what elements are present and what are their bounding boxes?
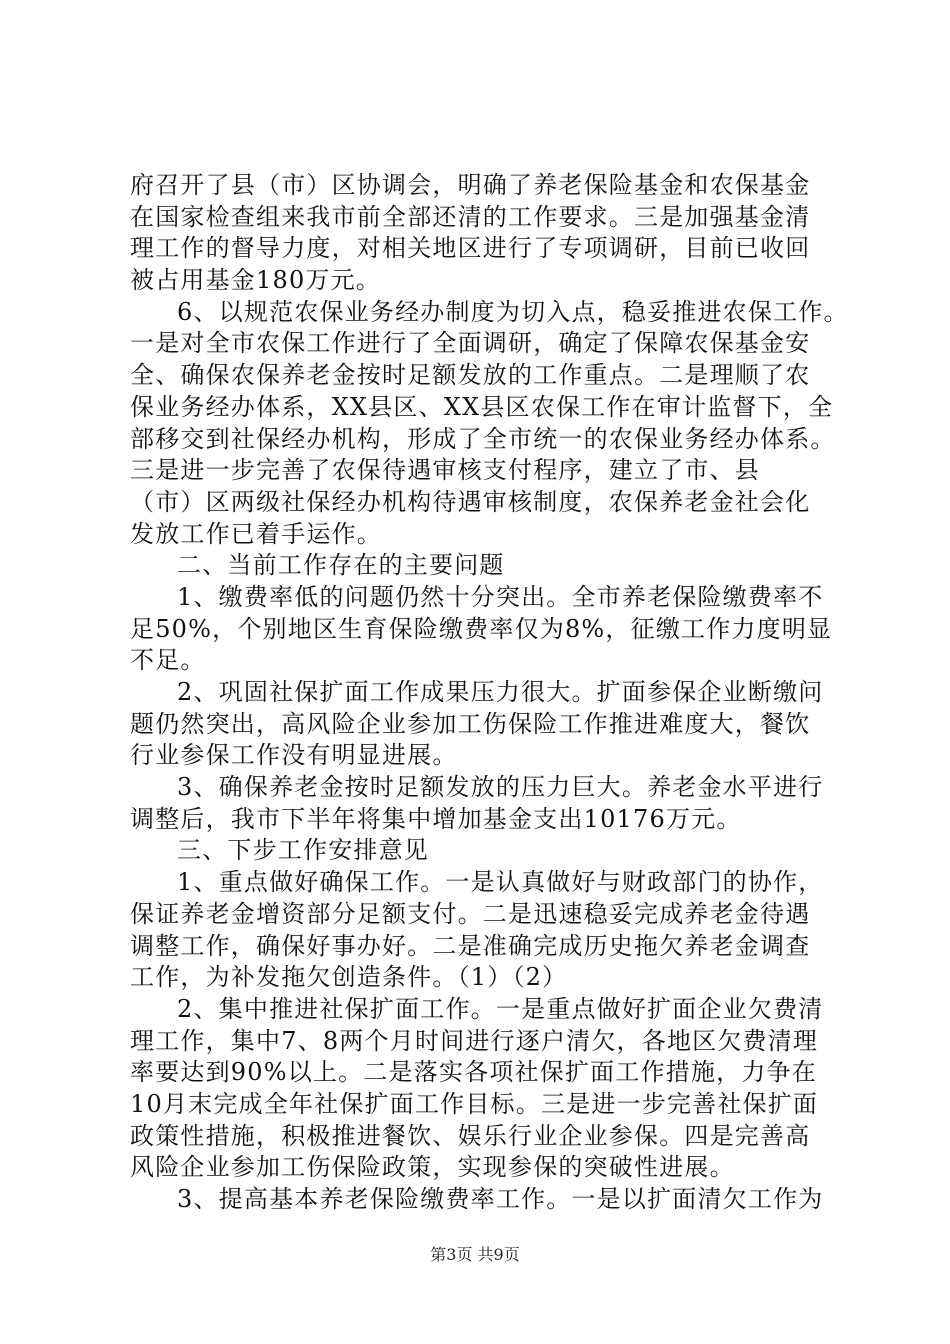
text-line: 工作，为补发拖欠创造条件。（1）（2）	[130, 963, 568, 992]
section-heading: 二、当前工作存在的主要问题	[177, 551, 505, 580]
paragraph-start-line: 3、提高基本养老保险缴费率工作。一是以扩面清欠工作为	[177, 1185, 824, 1213]
document-body	[130, 170, 849, 1216]
text-line: 行业参保工作没有明显进展。	[130, 741, 458, 770]
text-line: 被占用基金180万元。	[130, 266, 382, 295]
text-line: 调整工作，确保好事办好。二是准确完成历史拖欠养老金调查	[130, 931, 811, 960]
text-line: 不足。	[130, 646, 206, 675]
text-line: 一是对全市农保工作进行了全面调研，确定了保障农保基金安	[130, 329, 811, 358]
text-line: 政策性措施，积极推进餐饮、娱乐行业企业参保。四是完善高	[130, 1121, 811, 1150]
page-number-footer: 第3页 共9页	[430, 1245, 520, 1264]
paragraph-start-line: 3、确保养老金按时足额发放的压力巨大。养老金水平进行	[177, 773, 824, 802]
text-line: 10月末完成全年社保扩面工作目标。三是进一步完善社保扩面	[130, 1089, 819, 1118]
text-line: 发放工作已着手运作。	[130, 519, 382, 548]
text-line: 部移交到社保经办机构，形成了全市统一的农保业务经办体系。	[130, 424, 836, 453]
text-line: 全、确保农保养老金按时足额发放的工作重点。二是理顺了农	[130, 361, 811, 390]
text-line: 理工作的督导力度，对相关地区进行了专项调研，目前已收回	[130, 234, 811, 263]
text-line: 足50%，个别地区生育保险缴费率仅为8%，征缴工作力度明显	[130, 614, 833, 643]
text-line: 府召开了县（市）区协调会，明确了养老保险基金和农保基金	[130, 171, 811, 199]
paragraph-start-line: 6、以规范农保业务经办制度为切入点，稳妥推进农保工作。	[177, 297, 849, 326]
text-line: 保业务经办体系，XX县区、XX县区农保工作在审计监督下，全	[130, 392, 834, 421]
text-line: 风险企业参加工伤保险政策，实现参保的突破性进展。	[130, 1153, 735, 1182]
text-line: 在国家检查组来我市前全部还清的工作要求。三是加强基金清	[130, 202, 811, 231]
text-line: 理工作，集中7、8两个月时间进行逐户清欠，各地区欠费清理	[130, 1026, 819, 1055]
text-line: 三是进一步完善了农保待遇审核支付程序，建立了市、县	[130, 456, 760, 485]
paragraph-start-line: 2、巩固社保扩面工作成果压力很大。扩面参保企业断缴问	[177, 678, 824, 706]
text-line: 率要达到90%以上。二是落实各项社保扩面工作措施，力争在	[130, 1058, 817, 1087]
text-line: （市）区两级社保经办机构待遇审核制度，农保养老金社会化	[130, 487, 811, 516]
section-heading: 三、下步工作安排意见	[177, 836, 429, 865]
text-line: 题仍然突出，高风险企业参加工伤保险工作推进难度大，餐饮	[130, 709, 811, 738]
paragraph-start-line: 2、集中推进社保扩面工作。一是重点做好扩面企业欠费清	[177, 994, 824, 1023]
text-line: 调整后，我市下半年将集中增加基金支出10176万元。	[130, 804, 742, 833]
text-line: 保证养老金增资部分足额支付。二是迅速稳妥完成养老金待遇	[130, 899, 811, 928]
paragraph-start-line: 1、缴费率低的问题仍然十分突出。全市养老保险缴费率不	[177, 582, 824, 611]
paragraph-start-line: 1、重点做好确保工作。一是认真做好与财政部门的协作，	[177, 868, 824, 897]
